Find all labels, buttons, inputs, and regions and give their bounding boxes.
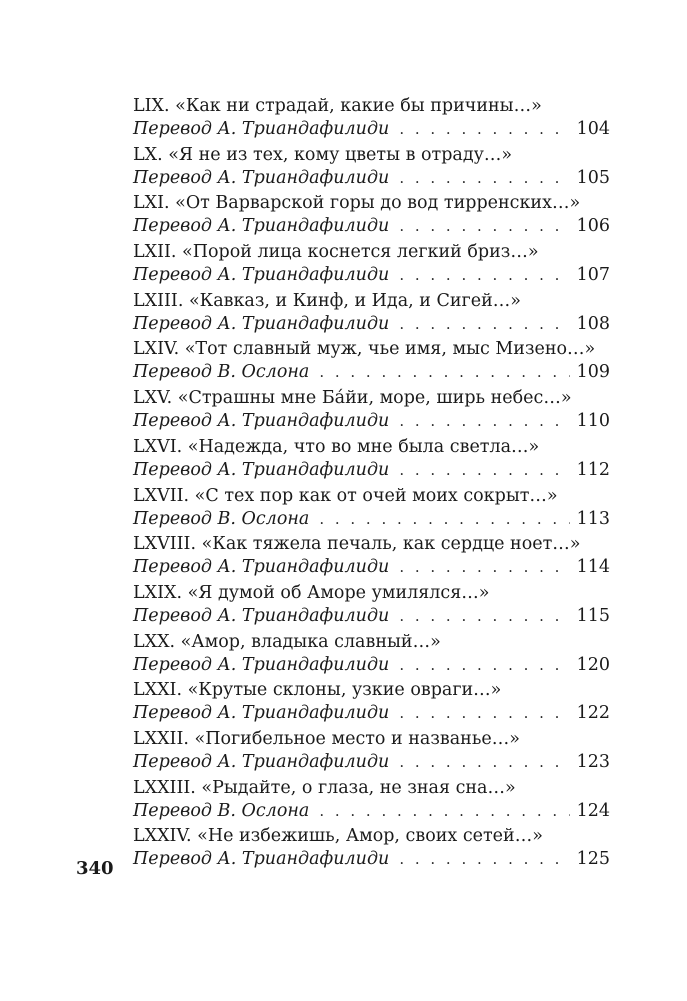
entry-line bbox=[133, 312, 610, 336]
entry-title: LXXIII. «Рыдайте, о глаза, не зная сна…» bbox=[133, 777, 516, 798]
page-number: 122 bbox=[576, 703, 610, 724]
entry-title: LXXI. «Крутые склоны, узкие овраги…» bbox=[133, 680, 502, 701]
toc-entry bbox=[133, 582, 610, 631]
dot-leader bbox=[399, 117, 570, 141]
toc-entry bbox=[133, 338, 610, 387]
dot-leader bbox=[319, 507, 570, 531]
page-number: 125 bbox=[576, 849, 610, 870]
translator-credit: Перевод В. Ослона bbox=[133, 508, 310, 529]
entry-title: LIX. «Как ни страдай, какие бы причины…» bbox=[133, 96, 542, 116]
toc-entry bbox=[133, 533, 610, 582]
dot-leader bbox=[399, 312, 570, 336]
entry-line bbox=[133, 604, 610, 628]
toc-entry bbox=[133, 631, 610, 680]
entry-line bbox=[133, 166, 610, 190]
entry-line bbox=[133, 263, 610, 287]
entry-line bbox=[133, 507, 610, 531]
page-number: 114 bbox=[576, 557, 610, 578]
entry-title: LXXIV. «Не избежишь, Амор, своих сетей…» bbox=[133, 826, 543, 847]
toc-entry bbox=[133, 387, 610, 436]
toc-entry bbox=[133, 679, 610, 728]
translator-credit: Перевод А. Триандафилиди bbox=[133, 557, 390, 578]
entry-title: LXII. «Порой лица коснется легкий бриз…» bbox=[133, 242, 539, 263]
entry-title: LXI. «От Варварской горы до вод тирренских…» bbox=[133, 193, 581, 214]
toc-entry bbox=[133, 485, 610, 534]
translator-credit: Перевод А. Триандафилиди bbox=[133, 751, 390, 772]
page-number: 104 bbox=[576, 119, 610, 139]
entry-title: LXVI. «Надежда, что во мне была светла…» bbox=[133, 436, 540, 457]
toc-entry bbox=[133, 241, 610, 290]
page-number: 108 bbox=[576, 313, 610, 334]
entry-title: LX. «Я не из тех, кому цветы в отраду…» bbox=[133, 144, 513, 165]
entry-line bbox=[133, 847, 610, 871]
entry-title: LXV. «Страшны мне Ба́йи, море, ширь небес…» bbox=[133, 388, 572, 409]
page-number: 113 bbox=[576, 508, 610, 529]
page-number: 115 bbox=[576, 605, 610, 626]
translator-credit: Перевод В. Ослона bbox=[133, 800, 310, 821]
entry-line bbox=[133, 117, 610, 141]
entry-line bbox=[133, 701, 610, 725]
entry-line bbox=[133, 750, 610, 774]
toc-entry bbox=[133, 192, 610, 241]
entry-title: LXXII. «Погибельное место и названье…» bbox=[133, 728, 520, 749]
table-of-contents bbox=[133, 95, 610, 874]
translator-credit: Перевод А. Триандафилиди bbox=[133, 313, 390, 334]
entry-title: LXVII. «С тех пор как от очей моих сокрыт…» bbox=[133, 485, 558, 506]
entry-title: LXVIII. «Как тяжела печаль, как сердце ноет…» bbox=[133, 534, 581, 555]
toc-entry bbox=[133, 728, 610, 777]
page-number: 112 bbox=[576, 459, 610, 480]
entry-title: LXIII. «Кавказ, и Кинф, и Ида, и Сигей…» bbox=[133, 290, 521, 311]
translator-credit: Перевод А. Триандафилиди bbox=[133, 216, 390, 237]
entry-line bbox=[133, 799, 610, 823]
page-number: 107 bbox=[576, 265, 610, 286]
translator-credit: Перевод А. Триандафилиди bbox=[133, 703, 390, 724]
page-number: 105 bbox=[576, 167, 610, 188]
entry-line bbox=[133, 555, 610, 579]
dot-leader bbox=[399, 409, 570, 433]
entry-title: LXX. «Амор, владыка славный…» bbox=[133, 631, 441, 652]
translator-credit: Перевод В. Ослона bbox=[133, 362, 310, 383]
entry-title: LXIV. «Тот славный муж, чье имя, мыс Мизено…» bbox=[133, 339, 596, 360]
translator-credit: Перевод А. Триандафилиди bbox=[133, 849, 390, 870]
dot-leader bbox=[319, 360, 570, 384]
folio-page-number: 340 bbox=[76, 858, 114, 879]
entry-title: LXIX. «Я думой об Аморе умилялся…» bbox=[133, 582, 490, 603]
toc-entry bbox=[133, 95, 610, 144]
page-number: 120 bbox=[576, 654, 610, 675]
translator-credit: Перевод А. Триандафилиди bbox=[133, 167, 390, 188]
dot-leader bbox=[399, 166, 570, 190]
toc-entry bbox=[133, 825, 610, 874]
dot-leader bbox=[399, 458, 570, 482]
page-number: 110 bbox=[576, 411, 610, 432]
toc-entry bbox=[133, 144, 610, 193]
entry-line bbox=[133, 653, 610, 677]
dot-leader bbox=[399, 604, 570, 628]
dot-leader bbox=[399, 555, 570, 579]
translator-credit: Перевод А. Триандафилиди bbox=[133, 654, 390, 675]
toc-entry bbox=[133, 777, 610, 826]
dot-leader bbox=[399, 847, 570, 871]
page-number: 124 bbox=[576, 800, 610, 821]
translator-credit: Перевод А. Триандафилиди bbox=[133, 605, 390, 626]
page-number: 106 bbox=[576, 216, 610, 237]
translator-credit: Перевод А. Триандафилиди bbox=[133, 411, 390, 432]
dot-leader bbox=[399, 750, 570, 774]
dot-leader bbox=[399, 653, 570, 677]
translator-credit: Перевод А. Триандафилиди bbox=[133, 459, 390, 480]
dot-leader bbox=[319, 799, 570, 823]
entry-line bbox=[133, 360, 610, 384]
toc-entry bbox=[133, 436, 610, 485]
entry-line bbox=[133, 458, 610, 482]
toc-entry bbox=[133, 290, 610, 339]
entry-line bbox=[133, 409, 610, 433]
dot-leader bbox=[399, 701, 570, 725]
page-number: 123 bbox=[576, 751, 610, 772]
page-number: 109 bbox=[576, 362, 610, 383]
dot-leader bbox=[399, 214, 570, 238]
translator-credit: Перевод А. Триандафилиди bbox=[133, 119, 390, 139]
translator-credit: Перевод А. Триандафилиди bbox=[133, 265, 390, 286]
dot-leader bbox=[399, 263, 570, 287]
entry-line bbox=[133, 214, 610, 238]
